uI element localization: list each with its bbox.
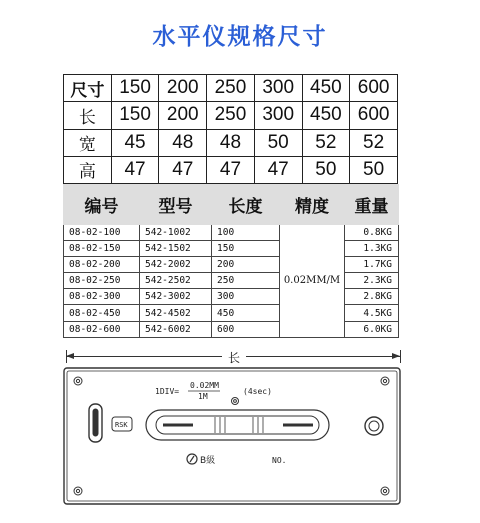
cell-code: 08-02-300: [64, 289, 140, 305]
cell-weight: 6.0KG: [345, 321, 399, 337]
cell-length: 600: [212, 321, 280, 337]
spec-cell: 48: [207, 129, 255, 156]
cell-code: 08-02-450: [64, 305, 140, 321]
adjustment-knob-icon: [365, 417, 383, 435]
grade-label: B級: [200, 456, 216, 466]
cell-code: 08-02-100: [64, 225, 140, 241]
division-seconds: (4sec): [243, 387, 272, 396]
spec-cell: 47: [207, 156, 255, 183]
spec-cell: 50: [302, 156, 350, 183]
cell-model: 542-2502: [140, 273, 212, 289]
table-row: [64, 241, 399, 257]
cell-weight: 4.5KG: [345, 305, 399, 321]
spec-cell: 52: [350, 129, 398, 156]
spec-cell: 300: [254, 75, 302, 102]
grade-mark-icon: [187, 454, 197, 464]
cell-length: 300: [212, 289, 280, 305]
header-weight: 重量: [345, 185, 399, 225]
dimension-tick-right: [400, 350, 401, 363]
cell-weight: 1.3KG: [345, 241, 399, 257]
spec-cell: 300: [254, 102, 302, 129]
spec-row-label: 尺寸: [64, 75, 112, 102]
division-numerator: 0.02MM: [190, 381, 219, 390]
spec-row-label: 宽: [64, 129, 112, 156]
spec-cell: 47: [254, 156, 302, 183]
cell-length: 200: [212, 257, 280, 273]
arrow-left-icon: [66, 353, 74, 359]
spec-cell: 52: [302, 129, 350, 156]
spec-cell: 250: [207, 75, 255, 102]
cell-precision: 0.02MM/M: [280, 225, 345, 338]
division-prefix: 1DIV=: [155, 387, 180, 396]
number-label: NO.: [272, 456, 287, 465]
header-length: 长度: [212, 185, 280, 225]
cell-model: 542-1502: [140, 241, 212, 257]
spec-cell: 150: [111, 102, 159, 129]
cell-weight: 0.8KG: [345, 225, 399, 241]
spec-cell: 600: [350, 102, 398, 129]
spec-cell: 150: [111, 75, 159, 102]
model-table-header: [64, 185, 399, 225]
cell-model: 542-6002: [140, 321, 212, 337]
page-title: 水平仪规格尺寸: [152, 24, 328, 50]
spec-cell: 450: [302, 75, 350, 102]
table-row: [64, 321, 399, 337]
spec-cell: 50: [254, 129, 302, 156]
spec-cell: 200: [159, 75, 207, 102]
cell-length: 100: [212, 225, 280, 241]
table-row: [64, 225, 399, 241]
level-outline: [63, 367, 401, 505]
size-spec-table: [63, 74, 398, 184]
table-row: [64, 289, 399, 305]
spec-row: [64, 156, 398, 183]
table-row: [64, 257, 399, 273]
table-row: [64, 305, 399, 321]
cell-model: 542-1002: [140, 225, 212, 241]
cell-code: 08-02-200: [64, 257, 140, 273]
spec-cell: 45: [111, 129, 159, 156]
cell-code: 08-02-250: [64, 273, 140, 289]
model-spec-table: [63, 184, 399, 338]
spec-cell: 200: [159, 102, 207, 129]
arrow-right-icon: [392, 353, 400, 359]
header-precision: 精度: [280, 185, 345, 225]
cell-length: 150: [212, 241, 280, 257]
spec-row-label: 长: [64, 102, 112, 129]
logo-label: RSK: [115, 421, 128, 429]
screw-icon: [74, 377, 389, 495]
cell-length: 250: [212, 273, 280, 289]
spec-cell: 600: [350, 75, 398, 102]
cross-vial-icon: [89, 404, 102, 442]
spec-row: [64, 75, 398, 102]
spec-cell: 450: [302, 102, 350, 129]
spec-cell: 47: [111, 156, 159, 183]
cell-weight: 1.7KG: [345, 257, 399, 273]
cell-code: 08-02-150: [64, 241, 140, 257]
table-row: [64, 273, 399, 289]
cell-length: 450: [212, 305, 280, 321]
division-denominator: 1M: [198, 392, 208, 401]
cell-model: 542-3002: [140, 289, 212, 305]
spec-row-label: 高: [64, 156, 112, 183]
header-model: 型号: [140, 185, 212, 225]
cell-model: 542-2002: [140, 257, 212, 273]
cell-weight: 2.3KG: [345, 273, 399, 289]
cell-model: 542-4502: [140, 305, 212, 321]
spec-cell: 50: [350, 156, 398, 183]
spec-row: [64, 129, 398, 156]
spec-row: [64, 102, 398, 129]
cell-code: 08-02-600: [64, 321, 140, 337]
cell-weight: 2.8KG: [345, 289, 399, 305]
main-vial-icon: [146, 410, 329, 440]
spec-cell: 47: [159, 156, 207, 183]
spec-cell: 250: [207, 102, 255, 129]
spec-cell: 48: [159, 129, 207, 156]
dimension-label: 长: [222, 349, 246, 366]
level-drawing: [63, 367, 401, 505]
header-code: 编号: [64, 185, 140, 225]
